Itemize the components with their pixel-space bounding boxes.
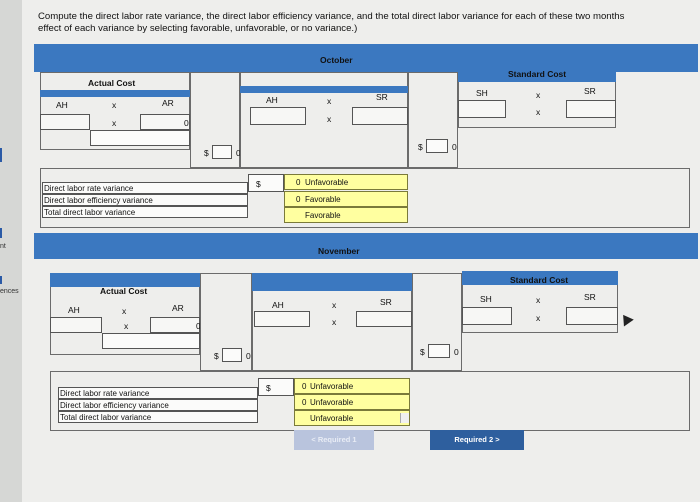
left-panel-marker xyxy=(0,276,2,284)
october-total-variance-result: Favorable xyxy=(305,211,341,220)
november-actual-cost-value: 0 xyxy=(196,321,201,331)
october-actual-cost-value: 0 xyxy=(184,118,189,128)
october-efficiency-column xyxy=(408,72,458,168)
november-actual-cost-label: Actual Cost xyxy=(100,286,148,296)
left-panel-marker xyxy=(0,148,2,162)
instructions-line-2: effect of each variance by selecting favorable, unfavorable, or no variance.) xyxy=(38,23,358,34)
november-times: x xyxy=(536,295,541,305)
october-actual-cost-label: Actual Cost xyxy=(88,78,136,88)
october-ah2-input[interactable] xyxy=(250,107,306,125)
november-rate-variance-cell[interactable] xyxy=(222,348,242,362)
october-times: x xyxy=(112,118,117,128)
october-actual-cost-bar xyxy=(40,90,190,97)
october-rate-variance-value: 0 xyxy=(236,148,241,158)
november-sr-input[interactable] xyxy=(356,311,412,327)
november-actual-cost-total xyxy=(102,333,200,349)
october-times: x xyxy=(327,96,332,106)
october-actual-cost-total xyxy=(90,130,190,146)
instructions-line-1: Compute the direct labor rate variance, the direct labor efficiency variance, and the total direct labor variance for each of these two months xyxy=(38,11,625,22)
november-sr-header: SR xyxy=(584,292,596,302)
october-efficiency-variance-value: 0 xyxy=(452,142,457,152)
november-ah-header: AH xyxy=(68,305,80,315)
october-times: x xyxy=(536,90,541,100)
october-variance-dollar-cell xyxy=(248,174,284,192)
november-times: x xyxy=(332,300,337,310)
november-rate-variance-value: 0 xyxy=(246,351,251,361)
october-times: x xyxy=(327,114,332,124)
november-section xyxy=(34,233,698,433)
october-ah-header: AH xyxy=(56,100,68,110)
november-sr-header: SR xyxy=(380,297,392,307)
november-efficiency-variance-cell[interactable] xyxy=(428,344,450,358)
october-sr-header: SR xyxy=(376,92,388,102)
october-ah-input[interactable] xyxy=(40,114,90,130)
october-title: October xyxy=(320,55,353,65)
october-rate-variance-label: Direct labor rate variance xyxy=(44,184,134,193)
october-efficiency-variance-amount: 0 xyxy=(296,195,301,204)
november-efficiency-variance-amount: 0 xyxy=(302,398,307,407)
october-dollar: $ xyxy=(204,148,209,158)
november-total-variance-label: Total direct labor variance xyxy=(60,413,152,422)
october-ah-header: AH xyxy=(266,95,278,105)
october-rate-variance-cell[interactable] xyxy=(212,145,232,159)
november-ah2-input[interactable] xyxy=(254,311,310,327)
november-total-variance-result: Unfavorable xyxy=(310,414,354,423)
chevron-down-icon[interactable] xyxy=(400,413,409,423)
october-rate-variance-result: Unfavorable xyxy=(305,178,349,187)
november-dollar: $ xyxy=(420,347,425,357)
november-ah-sr-bar xyxy=(252,273,412,291)
november-dollar: $ xyxy=(266,383,271,393)
november-sh-header: SH xyxy=(480,294,492,304)
november-ah-header: AH xyxy=(272,300,284,310)
november-variance-dollar-cell xyxy=(258,378,294,396)
november-times: x xyxy=(124,321,129,331)
november-rate-variance-result: Unfavorable xyxy=(310,382,354,391)
october-total-variance-label: Total direct labor variance xyxy=(44,208,136,217)
november-times: x xyxy=(332,317,337,327)
required-2-button[interactable]: Required 2 > xyxy=(430,430,524,450)
november-title: November xyxy=(318,246,360,256)
october-efficiency-variance-select[interactable] xyxy=(284,191,408,207)
october-sr2-input[interactable] xyxy=(566,100,616,118)
october-dollar: $ xyxy=(418,142,423,152)
october-section xyxy=(34,44,698,230)
october-sh-input[interactable] xyxy=(458,100,506,118)
november-rate-variance-label: Direct labor rate variance xyxy=(60,389,150,398)
left-panel-label: nt xyxy=(0,243,6,250)
november-efficiency-variance-value: 0 xyxy=(454,347,459,357)
required-1-button[interactable]: < Required 1 xyxy=(294,430,374,450)
october-sh-header: SH xyxy=(476,88,488,98)
october-sr-header: SR xyxy=(584,86,596,96)
october-total-variance-select[interactable] xyxy=(284,207,408,223)
left-panel-label: ences xyxy=(0,288,19,295)
november-ah-input[interactable] xyxy=(50,317,102,333)
november-times: x xyxy=(536,313,541,323)
instructions xyxy=(38,11,700,35)
november-standard-cost-label: Standard Cost xyxy=(510,275,569,285)
worksheet xyxy=(22,0,700,502)
november-ar-input[interactable] xyxy=(150,317,200,333)
november-actual-cost-bar xyxy=(50,273,200,287)
october-efficiency-variance-cell[interactable] xyxy=(426,139,448,153)
october-rate-variance-amount: 0 xyxy=(296,178,301,187)
october-ar-input[interactable] xyxy=(140,114,190,130)
october-ar-header: AR xyxy=(162,98,174,108)
november-times: x xyxy=(122,306,127,316)
november-efficiency-variance-label: Direct labor efficiency variance xyxy=(60,401,169,410)
october-efficiency-variance-result: Favorable xyxy=(305,195,341,204)
november-rate-variance-amount: 0 xyxy=(302,382,307,391)
november-sr2-input[interactable] xyxy=(566,307,618,325)
october-times: x xyxy=(536,107,541,117)
november-dollar: $ xyxy=(214,351,219,361)
november-sh-input[interactable] xyxy=(462,307,512,325)
october-dollar: $ xyxy=(256,179,261,189)
november-ar-header: AR xyxy=(172,303,184,313)
november-efficiency-variance-result: Unfavorable xyxy=(310,398,354,407)
october-standard-cost-label: Standard Cost xyxy=(508,69,567,79)
october-sr-input[interactable] xyxy=(352,107,408,125)
november-header-bar xyxy=(34,233,698,259)
left-panel-marker xyxy=(0,228,2,238)
october-efficiency-variance-label: Direct labor efficiency variance xyxy=(44,196,153,205)
left-panel-strip xyxy=(0,0,22,502)
october-times: x xyxy=(112,100,117,110)
